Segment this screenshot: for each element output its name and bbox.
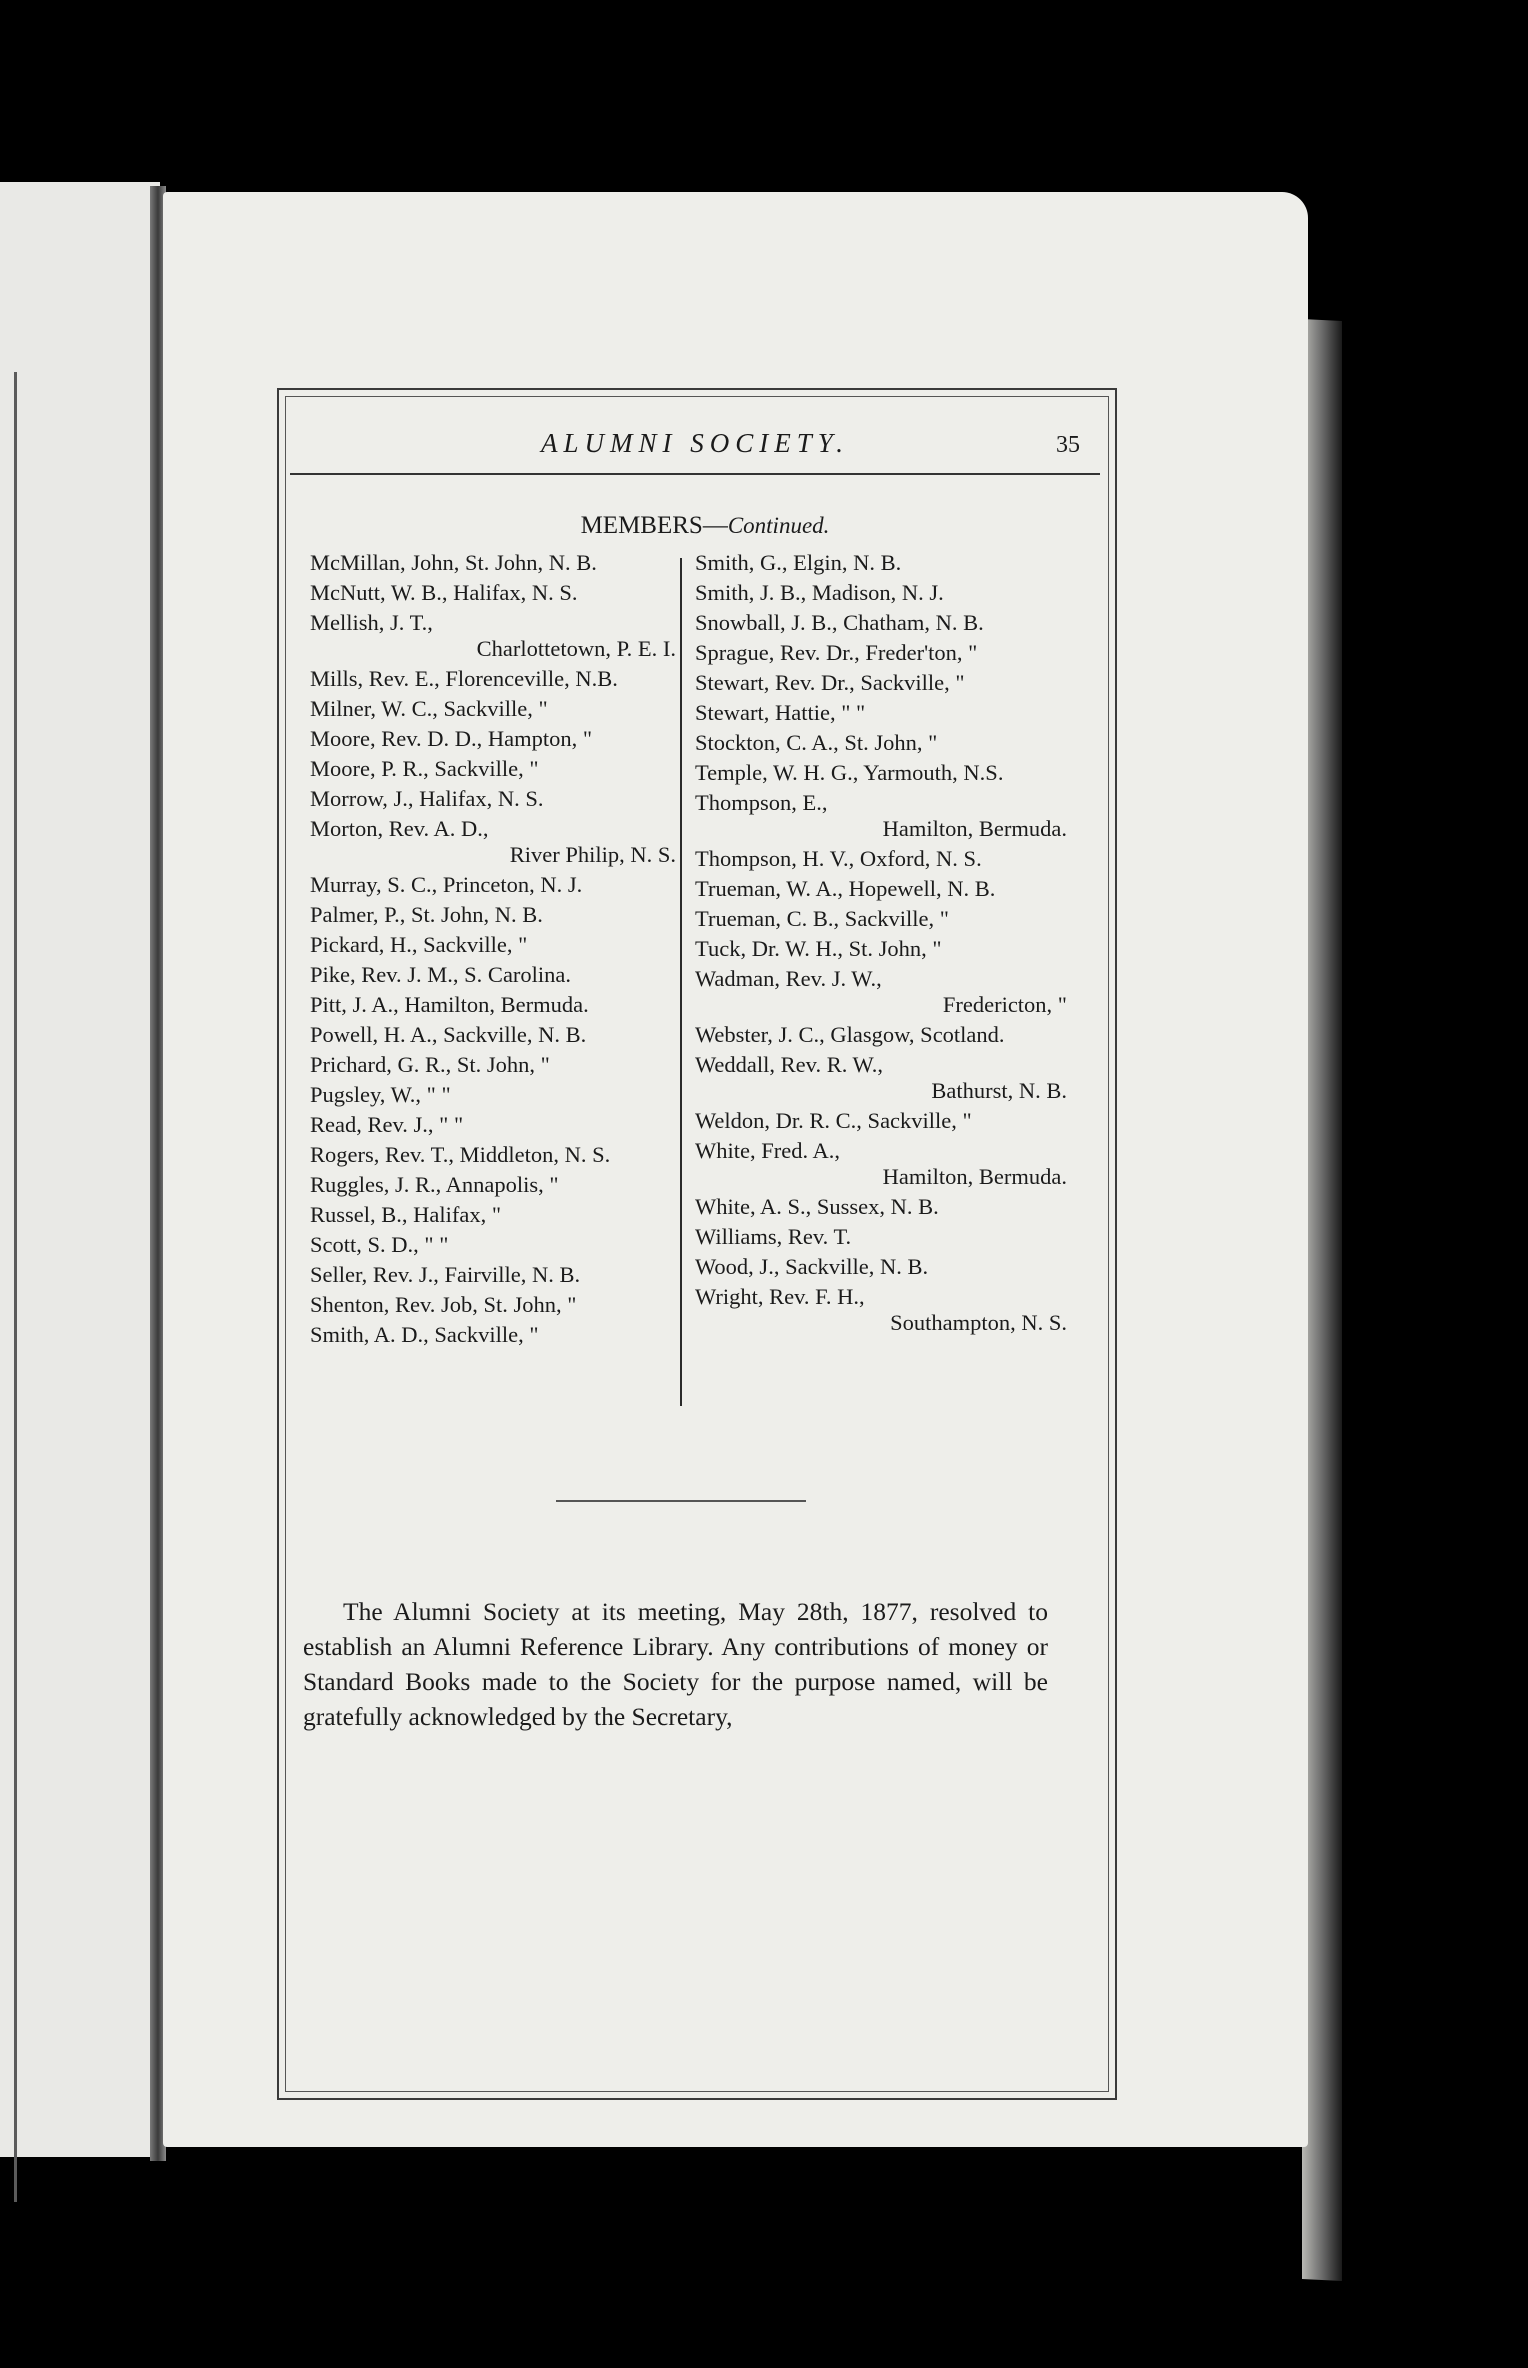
- member-name: Russel, B., Halifax, ": [310, 1202, 502, 1227]
- member-name: Weldon, Dr. R. C., Sackville, ": [695, 1108, 972, 1133]
- member-name: Tuck, Dr. W. H., St. John, ": [695, 936, 942, 961]
- member-entry: [310, 1260, 684, 1290]
- member-entry: [695, 668, 1075, 698]
- member-location-continuation: Fredericton, ": [942, 992, 1067, 1017]
- member-entry: [695, 1282, 1075, 1338]
- member-entry: [310, 930, 684, 960]
- member-name: Read, Rev. J., " ": [310, 1112, 464, 1137]
- member-entry: [695, 788, 1075, 844]
- member-name: Smith, G., Elgin, N. B.: [695, 550, 902, 575]
- member-entry: [310, 724, 684, 754]
- member-entry: [310, 960, 684, 990]
- member-entry: [310, 1170, 684, 1200]
- member-name: Mills, Rev. E., Florenceville, N.B.: [310, 666, 618, 691]
- member-name: White, A. S., Sussex, N. B.: [695, 1194, 939, 1219]
- member-name: Pickard, H., Sackville, ": [310, 932, 528, 957]
- member-name: Moore, P. R., Sackville, ": [310, 756, 539, 781]
- member-entry: [695, 964, 1075, 1020]
- member-entry: [695, 608, 1075, 638]
- member-entry: [310, 1320, 684, 1350]
- member-name: Shenton, Rev. Job, St. John, ": [310, 1292, 577, 1317]
- member-name: Trueman, C. B., Sackville, ": [695, 906, 949, 931]
- member-name: Pike, Rev. J. M., S. Carolina.: [310, 962, 572, 987]
- member-name: Wright, Rev. F. H.,: [695, 1284, 865, 1309]
- member-name: Thompson, E.,: [695, 790, 828, 815]
- section-divider: [556, 1500, 806, 1502]
- member-entry: [310, 990, 684, 1020]
- members-heading: [555, 512, 855, 540]
- member-entry: [695, 1050, 1075, 1106]
- member-name: Pitt, J. A., Hamilton, Bermuda.: [310, 992, 589, 1017]
- member-name: Prichard, G. R., St. John, ": [310, 1052, 550, 1077]
- member-name: Pugsley, W., " ": [310, 1082, 451, 1107]
- member-name: McNutt, W. B., Halifax, N. S.: [310, 580, 578, 605]
- members-right-column: [695, 548, 1075, 1338]
- member-location-continuation: Hamilton, Bermuda.: [882, 816, 1067, 841]
- member-entry: [695, 934, 1075, 964]
- page-number: 35: [1056, 432, 1080, 458]
- member-location-continuation: Southampton, N. S.: [890, 1310, 1067, 1335]
- member-name: Rogers, Rev. T., Middleton, N. S.: [310, 1142, 611, 1167]
- member-entry: [695, 1192, 1075, 1222]
- members-left-column: [310, 548, 684, 1350]
- member-name: Moore, Rev. D. D., Hampton, ": [310, 726, 593, 751]
- member-entry: [310, 548, 684, 578]
- member-name: Powell, H. A., Sackville, N. B.: [310, 1022, 587, 1047]
- member-entry: [695, 1136, 1075, 1192]
- member-name: White, Fred. A.,: [695, 1138, 840, 1163]
- member-entry: [310, 694, 684, 724]
- member-entry: [310, 870, 684, 900]
- member-name: Smith, J. B., Madison, N. J.: [695, 580, 944, 605]
- member-entry: [695, 638, 1075, 668]
- member-name: Thompson, H. V., Oxford, N. S.: [695, 846, 982, 871]
- member-entry: [310, 578, 684, 608]
- member-entry: [310, 1020, 684, 1050]
- member-entry: [310, 754, 684, 784]
- member-name: Murray, S. C., Princeton, N. J.: [310, 872, 583, 897]
- member-entry: [695, 758, 1075, 788]
- member-entry: [310, 1290, 684, 1320]
- member-name: Stewart, Rev. Dr., Sackville, ": [695, 670, 965, 695]
- member-name: Morton, Rev. A. D.,: [310, 816, 489, 841]
- member-name: Mellish, J. T.,: [310, 610, 433, 635]
- member-entry: [695, 1106, 1075, 1136]
- member-entry: [695, 844, 1075, 874]
- member-entry: [695, 728, 1075, 758]
- member-name: Milner, W. C., Sackville, ": [310, 696, 548, 721]
- member-entry: [695, 904, 1075, 934]
- member-name: Smith, A. D., Sackville, ": [310, 1322, 539, 1347]
- member-entry: [695, 1252, 1075, 1282]
- member-entry: [310, 1230, 684, 1260]
- member-name: Weddall, Rev. R. W.,: [695, 1052, 883, 1077]
- page-stack-shadow: [1302, 319, 1342, 2281]
- member-name: Ruggles, J. R., Annapolis, ": [310, 1172, 559, 1197]
- library-notice: The Alumni Society at its meeting, May 28th, 1877, resolved to establish an Alumni Reference Library. Any contributions of money or Standard Books made to the Society for the purpose named, will be gratefully acknowledged by the Secretary,: [303, 1596, 1048, 1731]
- facing-page-rule: [0, 372, 17, 2202]
- member-entry: [310, 1140, 684, 1170]
- member-location-continuation: Charlottetown, P. E. I.: [476, 636, 676, 661]
- member-entry: [695, 1020, 1075, 1050]
- member-name: Stockton, C. A., St. John, ": [695, 730, 938, 755]
- member-name: Scott, S. D., " ": [310, 1232, 449, 1257]
- member-entry: [695, 548, 1075, 578]
- member-name: Temple, W. H. G., Yarmouth, N.S.: [695, 760, 1004, 785]
- member-name: Morrow, J., Halifax, N. S.: [310, 786, 544, 811]
- member-name: Palmer, P., St. John, N. B.: [310, 902, 543, 927]
- member-entry: [695, 698, 1075, 728]
- member-entry: [310, 784, 684, 814]
- member-entry: [310, 608, 684, 664]
- member-name: Seller, Rev. J., Fairville, N. B.: [310, 1262, 581, 1287]
- header-rule: [290, 473, 1100, 475]
- member-entry: [310, 1080, 684, 1110]
- member-location-continuation: River Philip, N. S.: [509, 842, 676, 867]
- member-entry: [310, 1050, 684, 1080]
- member-name: McMillan, John, St. John, N. B.: [310, 550, 597, 575]
- member-name: Snowball, J. B., Chatham, N. B.: [695, 610, 984, 635]
- members-heading-continued: Continued.: [727, 513, 830, 538]
- column-divider: [680, 558, 682, 1406]
- member-name: Wadman, Rev. J. W.,: [695, 966, 882, 991]
- member-name: Wood, J., Sackville, N. B.: [695, 1254, 929, 1279]
- member-name: Webster, J. C., Glasgow, Scotland.: [695, 1022, 1005, 1047]
- member-entry: [310, 1200, 684, 1230]
- member-entry: [310, 664, 684, 694]
- members-heading-text: MEMBERS—: [580, 512, 728, 539]
- member-location-continuation: Hamilton, Bermuda.: [882, 1164, 1067, 1189]
- member-location-continuation: Bathurst, N. B.: [931, 1078, 1067, 1103]
- member-name: Williams, Rev. T.: [695, 1224, 852, 1249]
- member-entry: [695, 1222, 1075, 1252]
- member-entry: [310, 900, 684, 930]
- member-entry: [310, 1110, 684, 1140]
- member-name: Stewart, Hattie, " ": [695, 700, 866, 725]
- running-head: ALUMNI SOCIETY.: [540, 428, 850, 458]
- member-name: Trueman, W. A., Hopewell, N. B.: [695, 876, 996, 901]
- facing-page-edge: [0, 182, 160, 2157]
- member-entry: [695, 578, 1075, 608]
- member-name: Sprague, Rev. Dr., Freder'ton, ": [695, 640, 978, 665]
- member-entry: [310, 814, 684, 870]
- member-entry: [695, 874, 1075, 904]
